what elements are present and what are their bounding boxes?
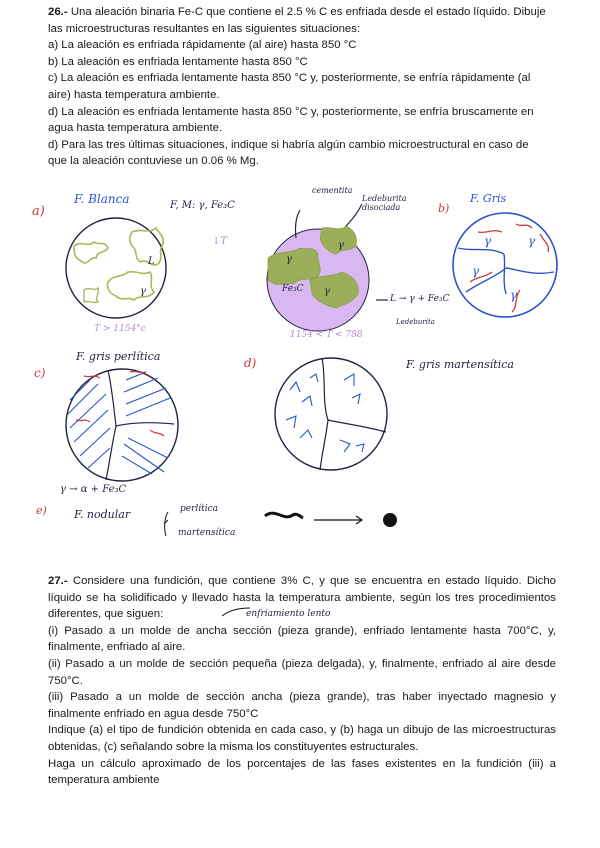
label-c-title: F. gris perlítica [76, 350, 161, 363]
label-b-title: F. Gris [470, 192, 507, 205]
label-e: e) [36, 504, 47, 517]
label-b-reaction: L → γ + Fe₃C [390, 294, 450, 304]
label-a: a) [32, 204, 45, 219]
sketch-b-ledeburite [267, 204, 388, 331]
label-gris-g3: γ [472, 264, 480, 278]
q27-number: 27.- [48, 575, 68, 587]
label-ledeburita-disociada: Ledeburita disociada [362, 194, 407, 212]
q26-number: 26.- [48, 6, 68, 18]
label-a-title: F. Blanca [74, 192, 130, 206]
q26-line-4: b) La aleación es enfriada lentamente hasta 850 °C [48, 55, 308, 68]
sketch-c [66, 369, 178, 481]
label-b-gamma2: γ [286, 254, 292, 265]
label-b-ledeburita: Ledeburita [396, 318, 435, 326]
label-cementita: cementita [312, 186, 353, 195]
q27-paragraph-1-text: Considere una fundición, que contiene 3% C, y que se encuentra en estado líquido. Dicho líquido se ha solidificado y llevado hasta la temperatura ambiente, según los tres procedimientos diferentes, que siguen: [48, 575, 556, 621]
sketch-b-gris [453, 213, 557, 317]
q26-line-6: aire) hasta temperatura ambiente. [48, 88, 220, 101]
q26-line-5: c) La aleación es enfriada lentamente hasta 850 °C y, posteriormente, se enfría rápidamente (al [48, 72, 531, 85]
label-e-perlitica: perlítica [180, 504, 219, 514]
q27-paragraph-1 [48, 573, 556, 623]
q26-line-2: las microestructuras resultantes en las siguientes situaciones: [48, 22, 361, 35]
label-b: b) [438, 202, 450, 215]
label-a-L: L [148, 256, 155, 267]
label-arrow-T: ↓T [212, 236, 228, 247]
label-b-fe3c: Fe₃C [282, 284, 304, 294]
label-gris-g1: γ [484, 234, 492, 248]
label-d-title: F. gris martensítica [406, 358, 514, 371]
label-c: c) [34, 366, 46, 380]
label-b-gamma3: γ [324, 286, 330, 297]
sketch-d [275, 358, 387, 470]
label-d: d) [244, 356, 257, 370]
q27-paragraph-3: (ii) Pasado a un molde de sección pequeña (pieza delgada), y, finalmente, enfriado al aire desde 750°C. [48, 657, 556, 687]
q27-paragraph-2: (i) Pasado a un molde de ancha sección (pieza grande), enfriado lentamente hasta 700°C, y, finalmente, enfriado al aire. [48, 624, 556, 654]
q27-paragraph-6: Haga un cálculo aproximado de los porcentajes de las fases existentes en la fundición (iii) a temperatura ambiente [48, 757, 556, 787]
label-enfriamiento-lento: enfriamiento lento [246, 609, 331, 619]
label-a-gamma: γ [140, 286, 146, 297]
q26-line-3: a) La aleación es enfriada rápidamente (al aire) hasta 850 °C [48, 39, 357, 52]
label-c-reaction: γ → α + Fe₃C [60, 484, 127, 495]
label-gris-g2: γ [528, 234, 536, 248]
q27-paragraph-4: (iii) Pasado a un molde de sección ancha (pieza grande), tras haber inyectado magnesio y finalmente enfriado en agua desde 750°C [48, 691, 556, 720]
label-e-martensitica: martensítica [178, 528, 236, 538]
q26-line-9: d) Para las tres últimas situaciones, indique si habría algún cambio microestructural en caso de [48, 138, 529, 151]
label-b-temp: 1154 < T < 788 [290, 330, 363, 340]
q27-paragraph-5: Indique (a) el tipo de fundición obtenida en cada caso, y (b) haga un dibujo de las microestructuras obtenidas, (c) señalando sobre la misma los constituyentes estructurales. [48, 724, 556, 753]
label-e-title: F. nodular [74, 508, 131, 521]
label-gris-g4: γ [510, 288, 518, 302]
sketch-a [66, 218, 166, 318]
question-27 [48, 573, 556, 789]
q26-line-1-text: Una aleación binaria Fe-C que contiene el 2.5 % C es enfriada desde el estado líquido. Dibuje [70, 6, 546, 18]
q26-line-10: que la aleación contuviese un 0.06 % Mg. [48, 155, 259, 168]
label-a-temp: T > 1154°c [94, 324, 146, 334]
q26-line-8: agua hasta temperatura ambiente. [48, 122, 223, 135]
label-a-phases: F, M: γ, Fe₃C [170, 200, 235, 211]
label-b-gamma1: γ [338, 240, 344, 251]
q26-line-7: d) La aleación es enfriada lentamente hasta 850 °C y, posteriormente, se enfría bruscamente en [48, 105, 534, 118]
